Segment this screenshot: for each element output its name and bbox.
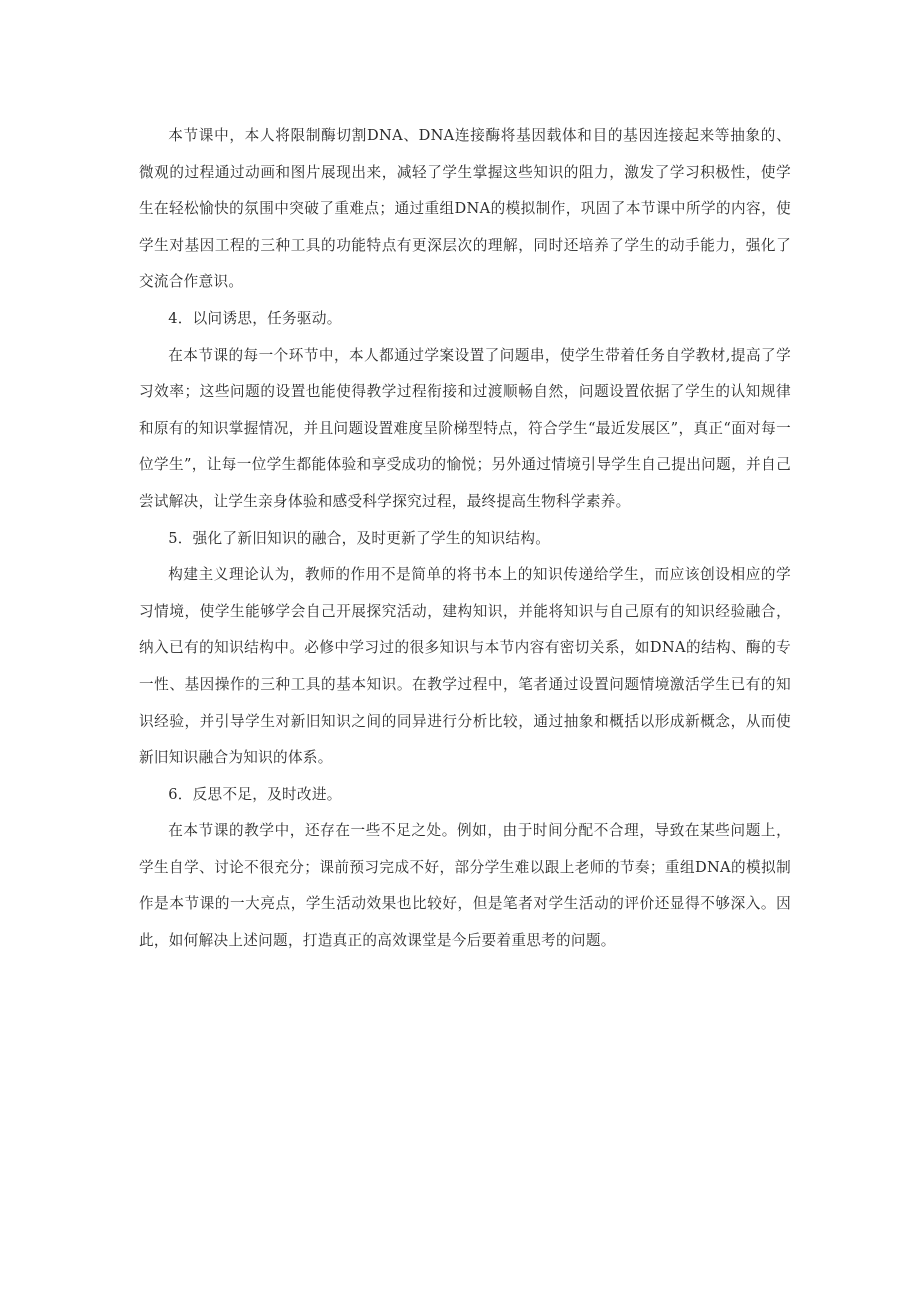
- document-body: [139, 118, 791, 960]
- paragraph-knowledge-integration: 构建主义理论认为，教师的作用不是简单的将书本上的知识传递给学生，而应该创设相应的学习情境，使学生能够学会自己开展探究活动，建构知识，并能将知识与自己原有的知识经验融合，纳入已有的知识结构中。必修中学习过的很多知识与本节内容有密切关系，如DNA的结构、酶的专一性、基因操作的三种工具的基本知识。在教学过程中，笔者通过设置问题情境激活学生已有的知识经验，并引导学生对新旧知识之间的同异进行分析比较，通过抽象和概括以形成新概念，从而使新旧知识融合为知识的体系。: [139, 566, 791, 767]
- heading-item-6: 6．反思不足，及时改进。: [168, 785, 342, 803]
- paragraph-reflection: 在本节课的教学中，还存在一些不足之处。例如，由于时间分配不合理，导致在某些问题上，学生自学、讨论不很充分；课前预习完成不好，部分学生难以跟上老师的节奏；重组DNA的模拟制作是本节课的一大亮点，学生活动效果也比较好，但是笔者对学生活动的评价还显得不够深入。因此，如何解决上述问题，打造真正的高效课堂是今后要着重思考的问题。: [139, 822, 791, 950]
- paragraph-question-driven: 在本节课的每一个环节中，本人都通过学案设置了问题串，使学生带着任务自学教材,提高了学习效率；这些问题的设置也能使得教学过程衔接和过渡顺畅自然，问题设置依据了学生的认知规律和原有的知识掌握情况，并且问题设置难度呈阶梯型特点，符合学生“最近发展区”，真正“面对每一位学生”，让每一位学生都能体验和享受成功的愉悦；另外通过情境引导学生自己提出问题，并自己尝试解决，让学生亲身体验和感受科学探究过程，最终提高生物科学素养。: [139, 346, 791, 510]
- paragraph-animation-summary: 本节课中，本人将限制酶切割DNA、DNA连接酶将基因载体和目的基因连接起来等抽象的、微观的过程通过动画和图片展现出来，减轻了学生掌握这些知识的阻力，激发了学习积极性，使学生在轻松愉快的氛围中突破了重难点；通过重组DNA的模拟制作，巩固了本节课中所学的内容，使学生对基因工程的三种工具的功能特点有更深层次的理解，同时还培养了学生的动手能力，强化了交流合作意识。: [139, 127, 791, 291]
- heading-item-4: 4．以问诱思，任务驱动。: [168, 309, 342, 327]
- heading-item-5: 5．强化了新旧知识的融合，及时更新了学生的知识结构。: [168, 529, 551, 547]
